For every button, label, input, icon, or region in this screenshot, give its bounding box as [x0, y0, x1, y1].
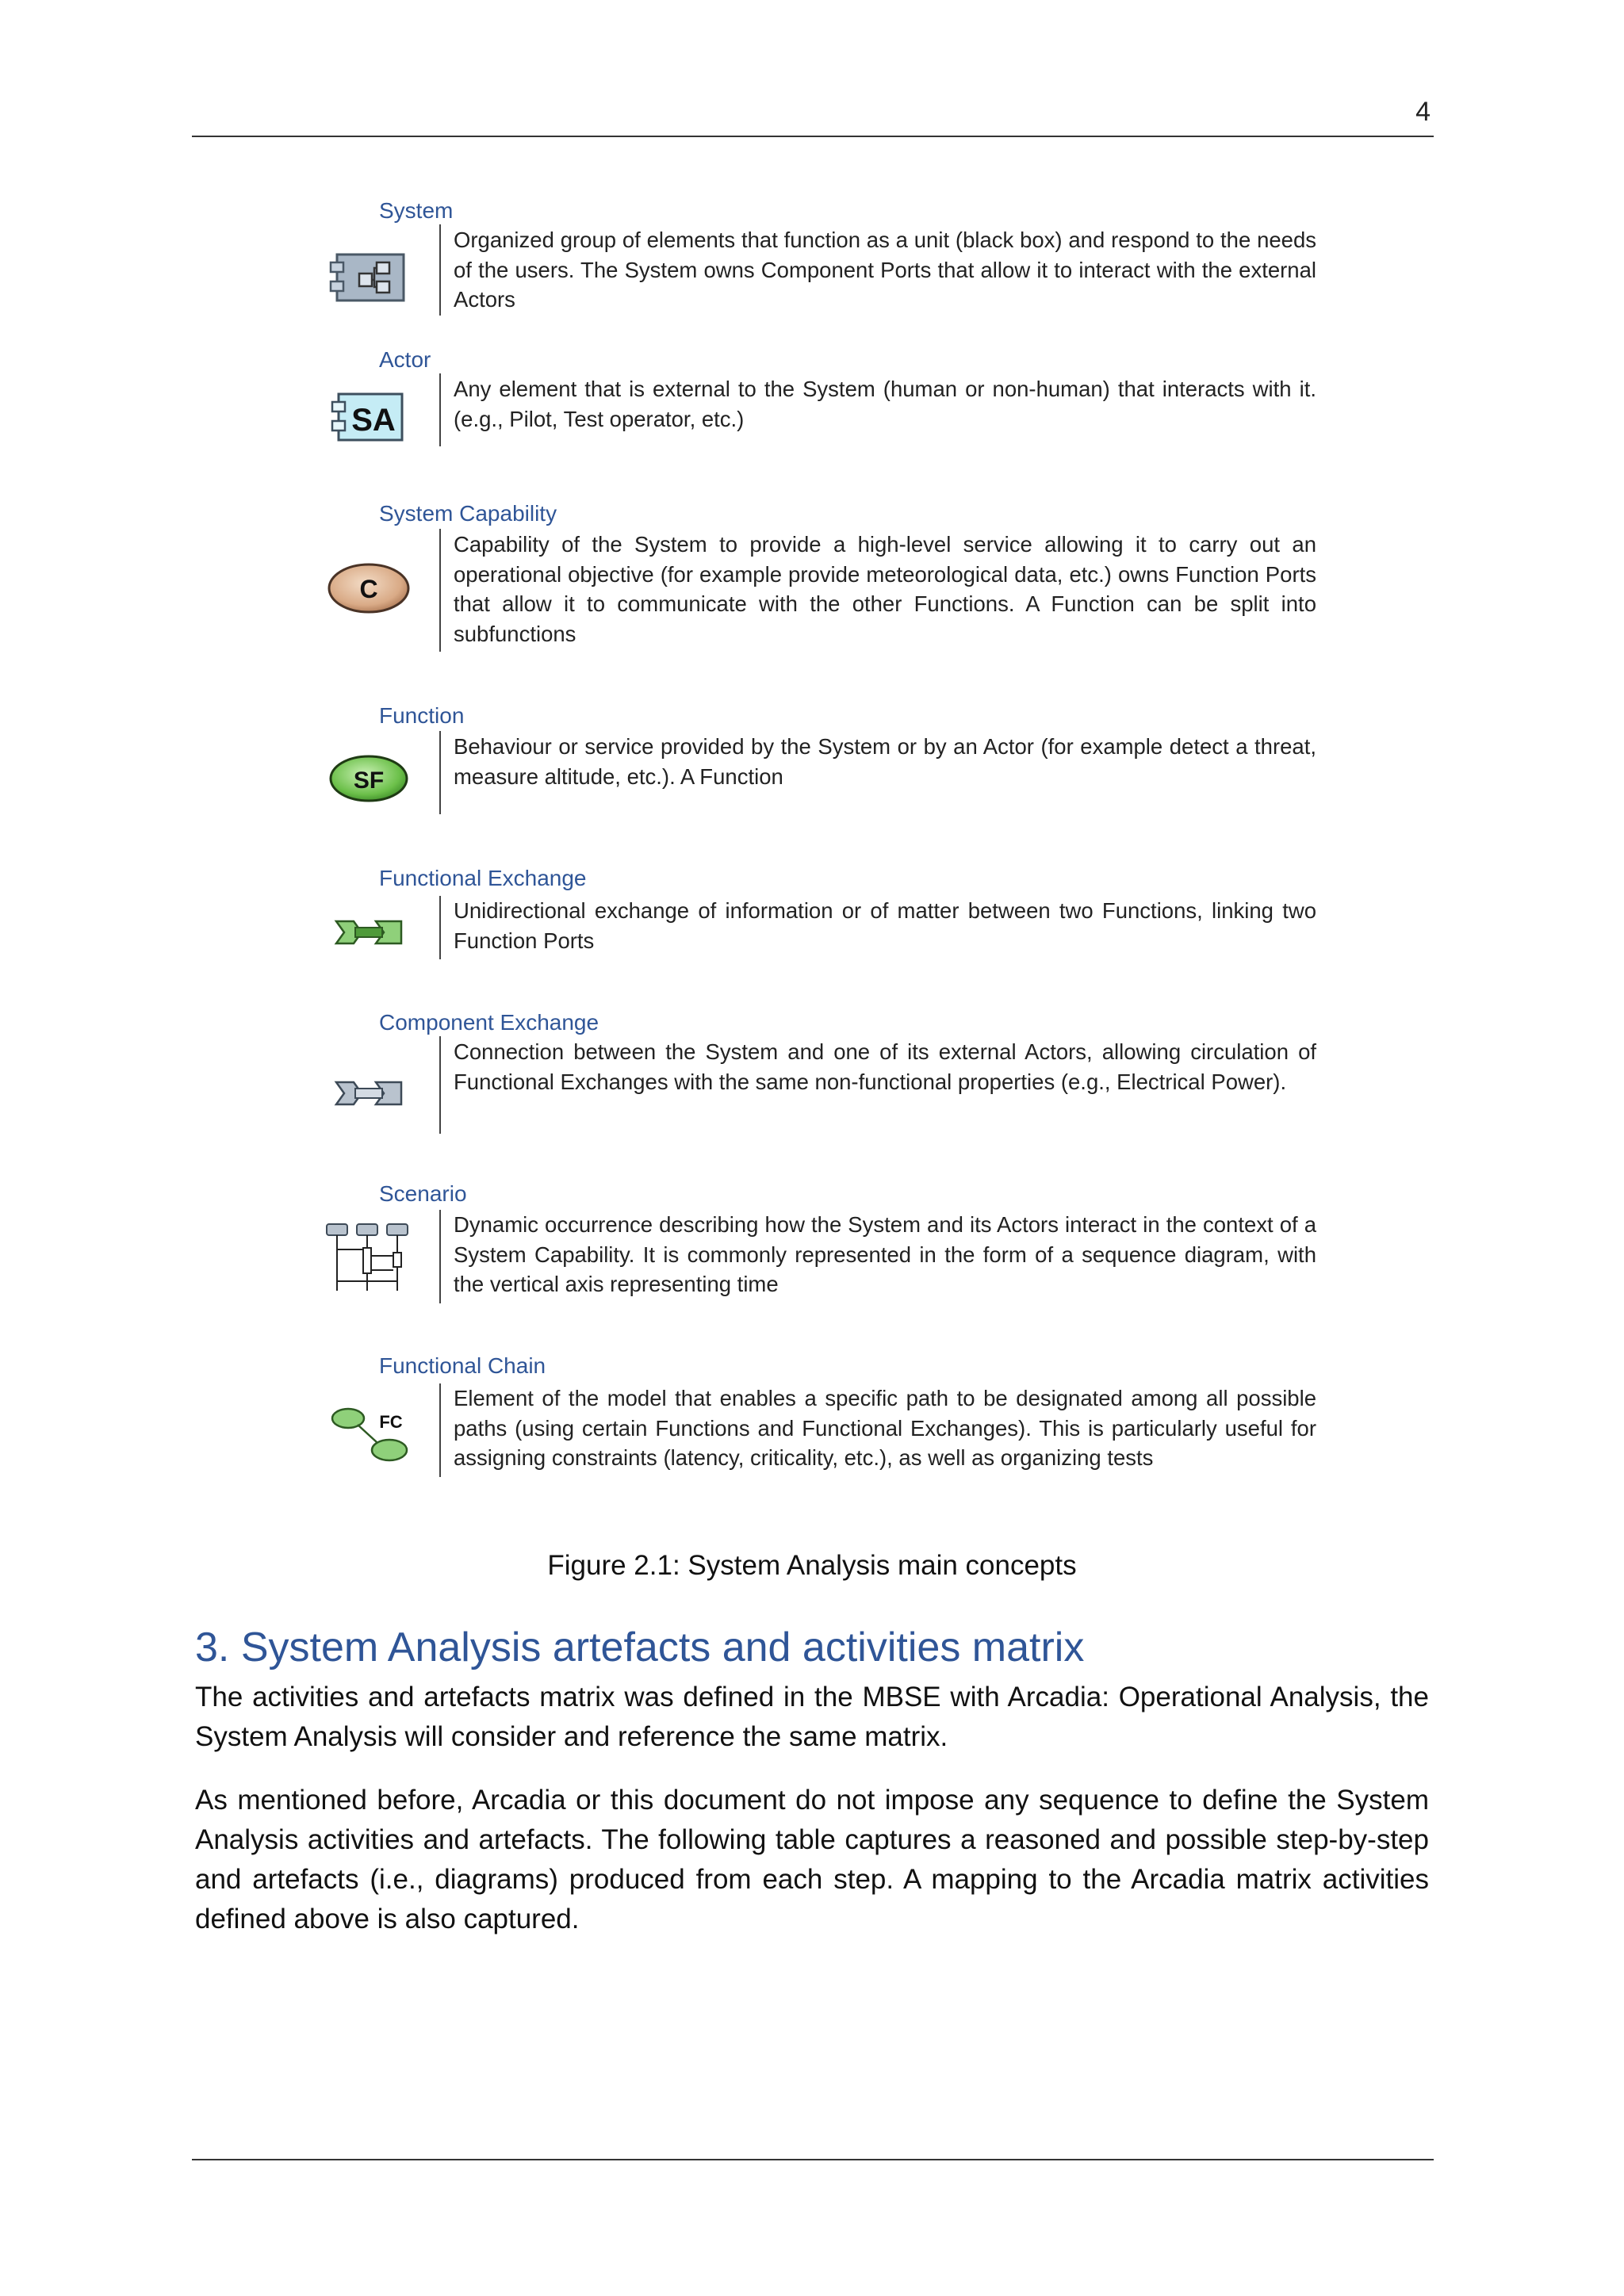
- actor-sa-icon: [325, 387, 412, 447]
- functional-chain-icon-label: FC: [379, 1412, 403, 1432]
- concept-divider: [439, 1383, 441, 1477]
- section-number: 3.: [195, 1624, 230, 1670]
- capability-icon-label: C: [359, 575, 378, 603]
- concept-divider: [439, 529, 441, 652]
- concept-divider: [439, 896, 441, 959]
- concept-description: Capability of the System to provide a high-level service allowing it to carry out an operational objective (for example provide meteorological data, etc.) owns Function Ports that allow it to communicate with the other Functions. A Function can be split into subfunctions: [454, 532, 1316, 646]
- capability-c-icon: [325, 557, 412, 620]
- concept-description: Connection between the System and one of its external Actors, allowing circulation of Functional Exchanges with the same non-functional properties (e.g., Electrical Power).: [454, 1039, 1316, 1094]
- concept-function: [325, 703, 1316, 814]
- concept-title: Scenario: [379, 1181, 467, 1206]
- concept-title: Actor: [379, 347, 431, 372]
- page-number: 4: [1415, 97, 1431, 127]
- concept-description: Organized group of elements that function as a unit (black box) and respond to the needs of the users. The System owns Component Ports that allow it to interact with the external Actors: [454, 228, 1316, 312]
- concept-title: Component Exchange: [379, 1010, 599, 1035]
- concept-title: System Capability: [379, 501, 557, 526]
- concept-title: Functional Exchange: [379, 866, 587, 890]
- component-exchange-icon: [325, 1066, 412, 1121]
- concept-system-capability: [325, 501, 1316, 652]
- concept-system: [325, 198, 1316, 317]
- concept-actor: [325, 347, 1316, 450]
- concept-functional-exchange: [325, 866, 1316, 961]
- concept-divider: [439, 1210, 441, 1303]
- footer-rule: [192, 2159, 1434, 2160]
- concept-divider: [439, 373, 441, 446]
- functional-exchange-icon: [325, 909, 412, 956]
- header-rule: [192, 136, 1434, 137]
- concept-description: Dynamic occurrence describing how the System and its Actors interact in the context of a System Capability. It is commonly represented in the form of a sequence diagram, with the vertical axis representing time: [454, 1212, 1316, 1296]
- concept-description: Element of the model that enables a specific path to be designated among all possible paths (using certain Functions and Functional Exchanges). This is particularly useful for assigning constraints (latency, criticality, etc.), as well as organizing tests: [454, 1386, 1316, 1470]
- concept-divider: [439, 224, 441, 316]
- concept-scenario: [325, 1181, 1316, 1308]
- concept-title: Function: [379, 703, 465, 728]
- concept-component-exchange: [325, 1010, 1316, 1137]
- concept-description: Behaviour or service provided by the System or by an Actor (for example detect a threat, measure altitude, etc.). A Function: [454, 734, 1316, 789]
- concept-functional-chain: [325, 1353, 1316, 1480]
- body-paragraph: As mentioned before, Arcadia or this document do not impose any sequence to define the System Analysis activities and artefacts. The following table captures a reasoned and possible step-by-step and artefacts (i.e., diagrams) produced from each step. A mapping to the Arcadia matrix activities defined above is also captured.: [195, 1785, 1429, 1934]
- system-component-icon: [325, 246, 412, 309]
- concept-divider: [439, 1036, 441, 1134]
- section-title: System Analysis artefacts and activities matrix: [240, 1624, 1085, 1670]
- concept-description: Any element that is external to the System (human or non-human) that interacts with it. (e.g., Pilot, Test operator, etc.): [454, 377, 1316, 431]
- concept-title: System: [379, 198, 454, 223]
- scenario-sequence-icon: [325, 1216, 412, 1295]
- concept-description: Unidirectional exchange of information or of matter between two Functions, linking two Function Ports: [454, 898, 1316, 953]
- actor-icon-label: SA: [351, 403, 396, 438]
- function-sf-icon: [325, 751, 412, 806]
- functional-chain-fc-icon: [325, 1402, 412, 1466]
- concept-divider: [439, 731, 441, 814]
- figure-caption: Figure 2.1: System Analysis main concepts: [547, 1550, 1077, 1581]
- section-heading: [195, 1624, 1084, 1671]
- concept-title: Functional Chain: [379, 1353, 546, 1378]
- body-paragraph: The activities and artefacts matrix was defined in the MBSE with Arcadia: Operational Analysis, the System Analysis will consider and reference the same matrix.: [195, 1682, 1429, 1752]
- function-icon-label: SF: [353, 767, 385, 794]
